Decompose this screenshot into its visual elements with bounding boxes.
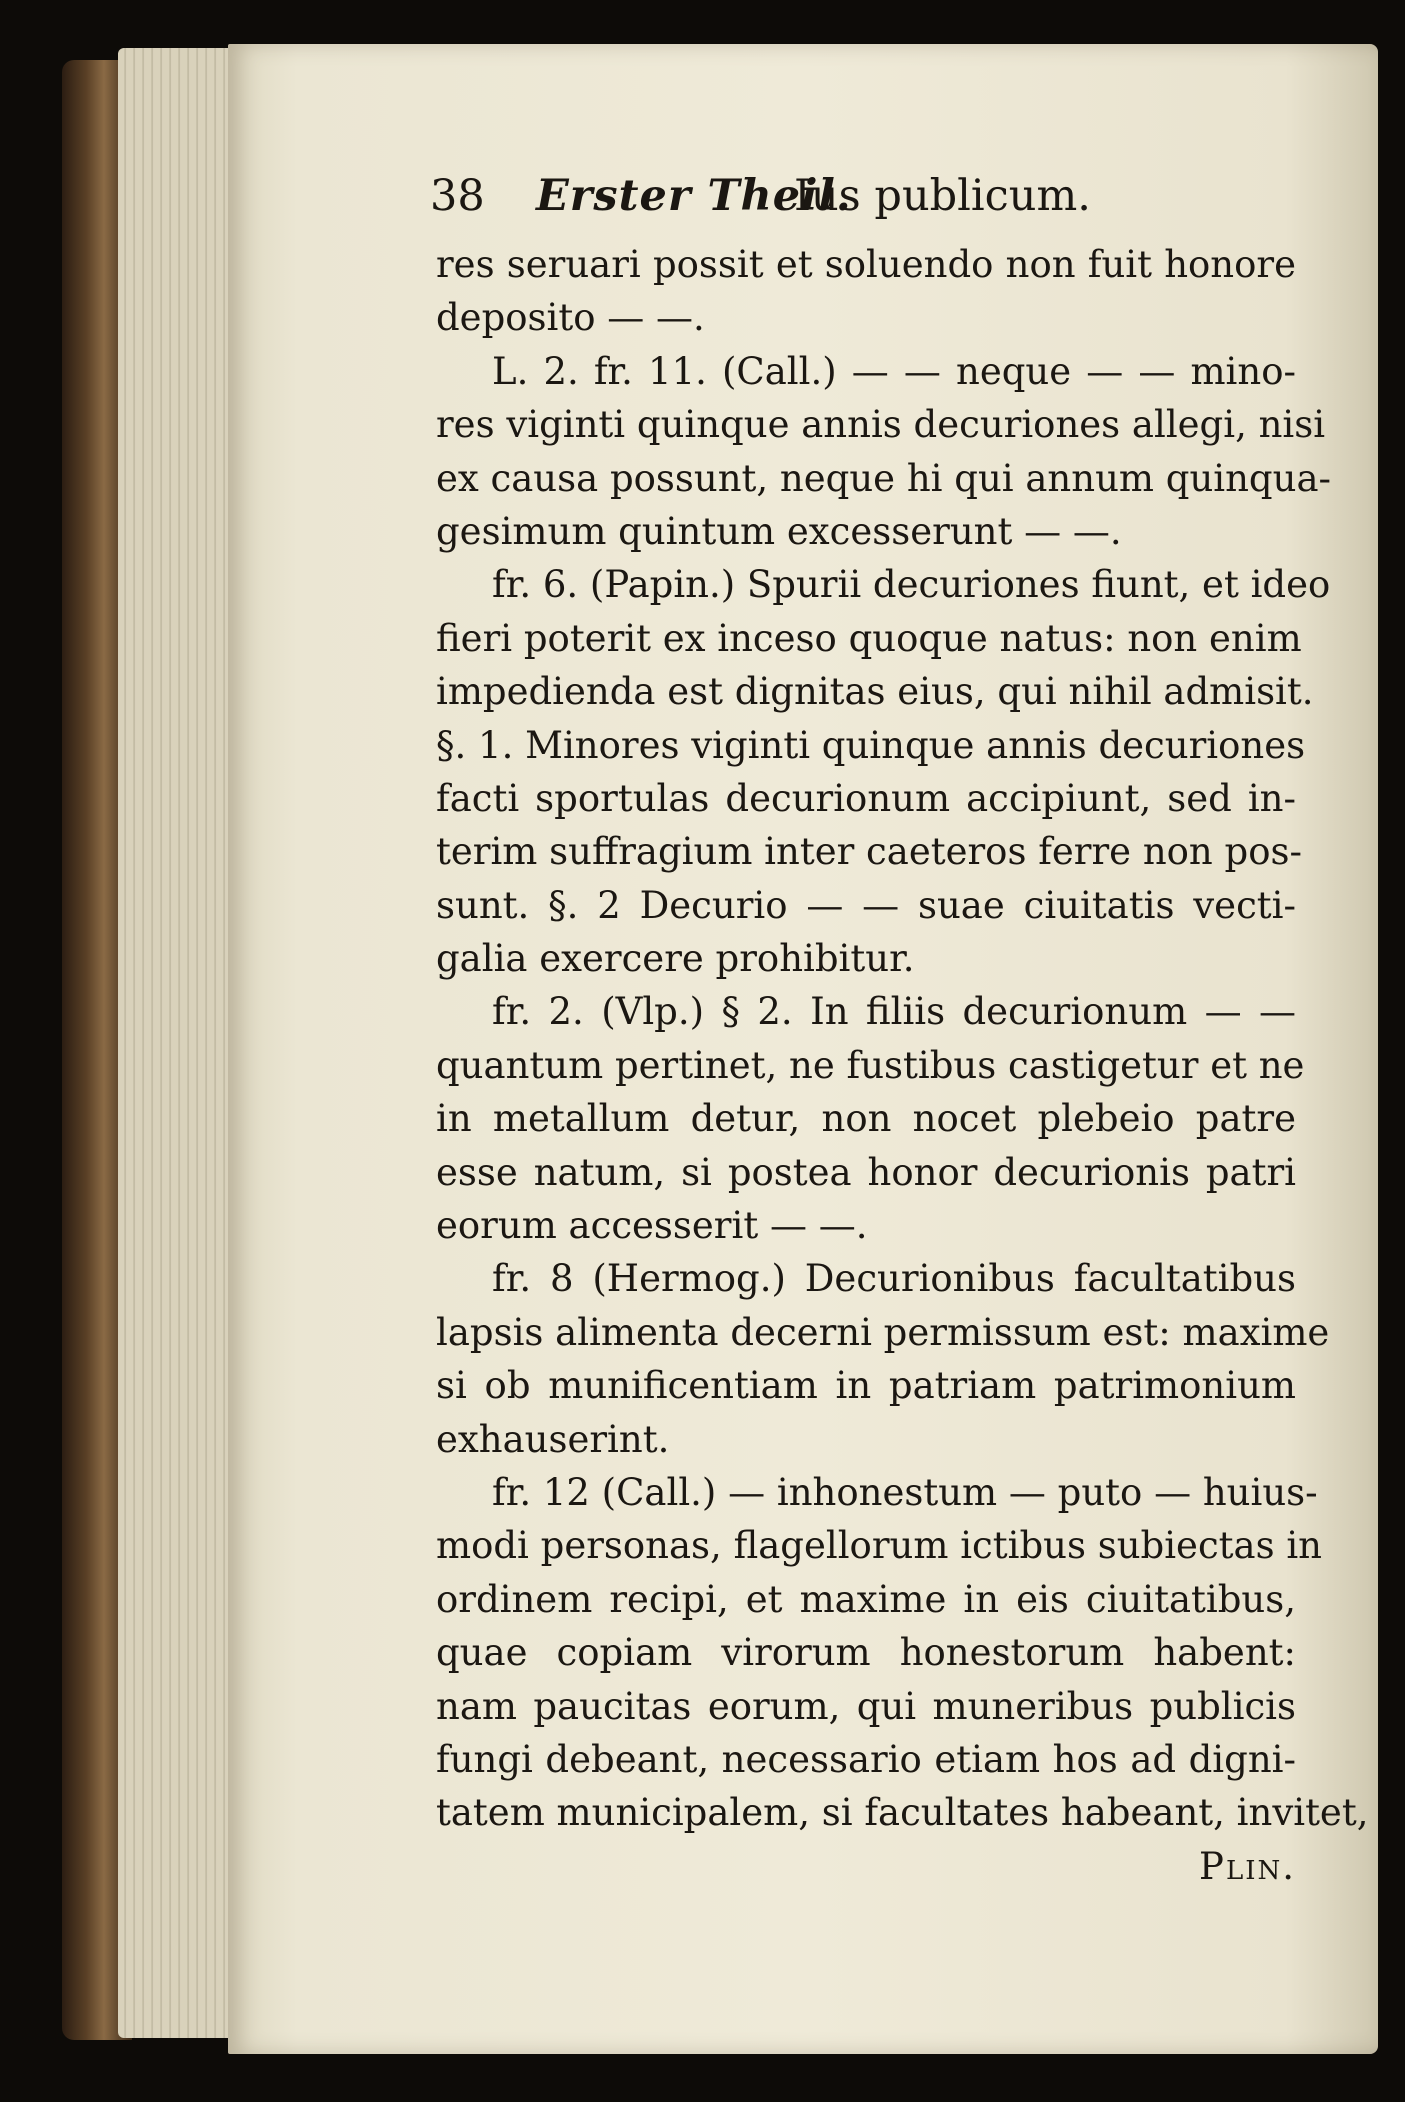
text-line: galia exercere prohibitur. xyxy=(436,937,915,981)
text-line: ex causa possunt, neque hi qui annum quinqua- xyxy=(436,456,1332,500)
text-line: impedienda est dignitas eius, qui nihil admisit. xyxy=(436,670,1314,714)
text-line: gesimum quintum excesserunt — —. xyxy=(436,509,1122,553)
text-line: eorum accesserit — —. xyxy=(436,1204,868,1248)
text-line: fr. 6. (Papin.) Spurii decuriones fiunt, et ideo xyxy=(492,563,1331,607)
text-line: fieri poterit ex inceso quoque natus: non enim xyxy=(436,616,1302,660)
page-text xyxy=(430,160,1369,1893)
body-text xyxy=(436,238,1369,1893)
text-line: in metallum detur, non nocet plebeio patre xyxy=(436,1097,1296,1141)
text-line: deposito — —. xyxy=(436,296,705,340)
text-line: fungi debeant, necessario etiam hos ad digni- xyxy=(436,1737,1296,1781)
text-line: nam paucitas eorum, qui muneribus publicis xyxy=(436,1684,1296,1728)
page-edges xyxy=(118,48,238,2038)
text-line: sunt. §. 2 Decurio — — suae ciuitatis vecti- xyxy=(436,883,1296,927)
text-line: fr. 8 (Hermog.) Decurionibus facultatibus xyxy=(492,1257,1296,1301)
text-line: exhauserint. xyxy=(436,1417,670,1461)
running-head-german: Erster Theil. xyxy=(536,171,852,221)
text-line: Plin. xyxy=(1199,1844,1296,1888)
text-line: §. 1. Minores viginti quinque annis decuriones xyxy=(436,723,1306,767)
page-number: 38 xyxy=(430,171,485,221)
text-line: facti sportulas decurionum accipiunt, sed in- xyxy=(436,776,1296,820)
running-head-latin: Ius publicum. xyxy=(794,171,1091,221)
text-line: quae copiam virorum honestorum habent: xyxy=(436,1631,1296,1675)
text-line: esse natum, si postea honor decurionis patri xyxy=(436,1150,1296,1194)
text-line: ordinem recipi, et maxime in eis ciuitatibus, xyxy=(436,1577,1296,1621)
text-line: si ob munificentiam in patriam patrimonium xyxy=(436,1364,1296,1408)
text-line: tatem municipalem, si facultates habeant, invitet, xyxy=(436,1791,1369,1835)
text-line: L. 2. fr. 11. (Call.) — — neque — — mino- xyxy=(492,349,1296,393)
text-line: quantum pertinet, ne fustibus castigetur et ne xyxy=(436,1043,1305,1087)
text-line: fr. 2. (Vlp.) § 2. In filiis decurionum — — xyxy=(492,990,1296,1034)
text-line: fr. 12 (Call.) — inhonestum — puto — huius- xyxy=(492,1470,1318,1514)
text-line: res viginti quinque annis decuriones allegi, nisi xyxy=(436,403,1326,447)
text-line: terim suffragium inter caeteros ferre non pos- xyxy=(436,830,1302,874)
text-line: modi personas, flagellorum ictibus subiectas in xyxy=(436,1524,1323,1568)
text-line: res seruari possit et soluendo non fuit honore xyxy=(436,243,1296,286)
text-line: lapsis alimenta decerni permissum est: maxime xyxy=(436,1310,1330,1354)
running-head xyxy=(430,160,1296,238)
